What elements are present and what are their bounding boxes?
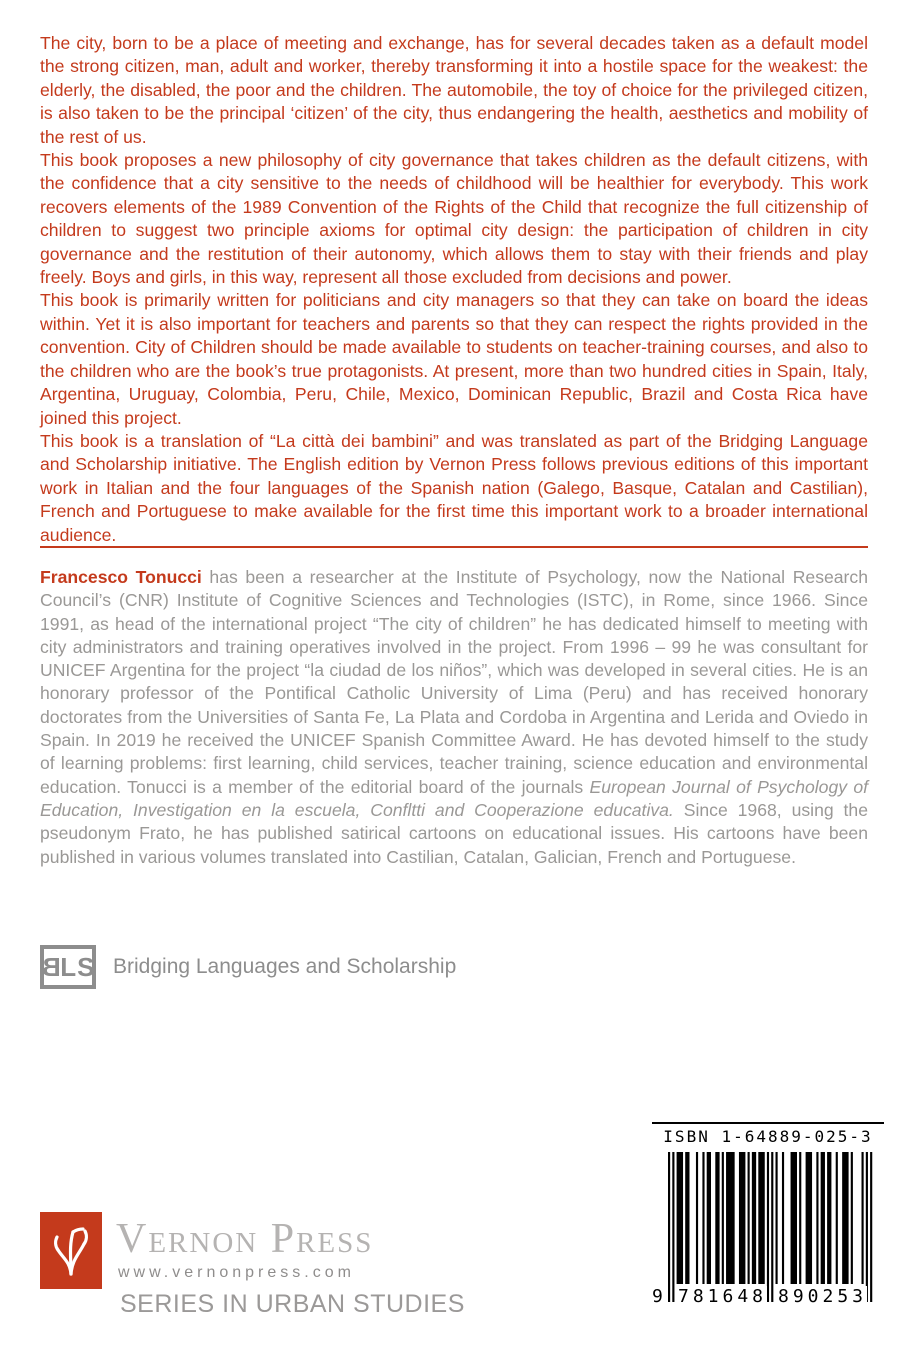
bls-label: Bridging Languages and Scholarship [113,955,457,978]
bio-text: has been a researcher at the Institute of Psychology, now the National Research Council’s (CNR) Institute of Cognitive Sciences and Technologies (ISTC), in Rome, since 1966. Since 1991, as head of the international project “The city of children” he has dedicated himself to meeting with city administrators and training operatives involved in the project. From 1996 – 99 he was consultant for UNICEF Argentina for the project “la ciudad de los niños”, which was developed in several cities. He is an honorary professor of the Pontifical Catholic University of Lima (Peru) and has received honorary doctorates from the Universities of Santa Fe, La Plata and Cordoba in Argentina and Lerida and Oviedo in Spain. In 2019 he received the UNICEF Spanish Committee Award. He has devoted himself to the study of learning problems: first learning, child services, teacher training, science education and environmental education. Tonucci is a member of the editorial board of the journals [40,567,868,797]
barcode-area [652,1152,884,1324]
vernon-press-logo-icon [49,1224,93,1278]
barcode-digit-group: 781648 [678,1286,768,1307]
description-paragraph-4: This book is a translation of “La città dei bambini” and was translated as part of the Bridging Language and Scholarship initiative. The English edition by Vernon Press follows previous editions of this important work in Italian and the four languages of the Spanish nation (Galego, Basque, Catalan and Castilian), French and Portuguese to make available for the first time this important work to a broader international audience. [40,430,868,545]
series-title: SERIES IN URBAN STUDIES [120,1290,465,1318]
bls-letter-b: B [40,951,61,982]
description-paragraph-1: The city, born to be a place of meeting and exchange, has for several decades taken as a default model the strong citizen, man, adult and worker, thereby transforming it into a hostile space for the weakest: the elderly, the disabled, the poor and the children. The automobile, the toy of choice for the privileged citizen, is also taken to be the principal ‘citizen’ of the city, thus endangering the health, aesthetics and mobility of the rest of us. [40,33,868,147]
barcode-digit-group: 890253 [778,1286,868,1307]
barcode [652,1122,884,1324]
author-bio [40,566,868,869]
description-paragraph-2: This book proposes a new philosophy of city governance that takes children as the default citizens, with the confidence that a city sensitive to the needs of childhood will be healthier for everybody. This work recovers elements of the 1989 Convention of the Rights of the Child that recognize the full citizenship of children to suggest two principle axioms for optimal city design: the participation of children in city governance and the restitution of their autonomy, which allows them to stay with their friends and play freely. Boys and girls, in this way, represent all those excluded from decisions and power. [40,150,868,288]
publisher-name: Vernon Press [116,1216,374,1262]
barcode-digit-group: 9 [652,1286,663,1307]
author-name: Francesco Tonucci [40,567,202,587]
publisher-website: www.vernonpress.com [118,1264,355,1281]
bls-letter-l: L [60,951,78,982]
section-divider [40,546,868,548]
barcode-bars [652,1152,884,1304]
bio-text-continued: Since 1968, using the pseudonym Frato, he has published satirical cartoons on educational issues. His cartoons have been published in various volumes translated into Castilian, Catalan, Galician, French and Portuguese. [40,799,869,867]
bls-letter-s: S [77,951,96,982]
vernon-press-logo [40,1212,102,1289]
book-description [40,32,868,547]
bls-block [40,945,456,989]
description-paragraph-3: This book is primarily written for politicians and city managers so that they can take on board the ideas within. Yet it is also important for teachers and parents so that they can respect the rights provided in the convention. City of Children should be made available to students on teacher-training courses, and also to the children who are the book’s true protagonists. At present, more than two hundred cities in Spain, Italy, Argentina, Uruguay, Colombia, Peru, Chile, Mexico, Dominican Republic, Brazil and Costa Rica have joined this project. [40,290,868,428]
journal-titles: European Journal of Psychology of Education, Investigation en la escuela, Confltti and Cooperazione educativa. [40,776,868,820]
bls-logo-icon [40,945,96,989]
isbn-number: ISBN 1-64889-025-3 [663,1127,873,1146]
